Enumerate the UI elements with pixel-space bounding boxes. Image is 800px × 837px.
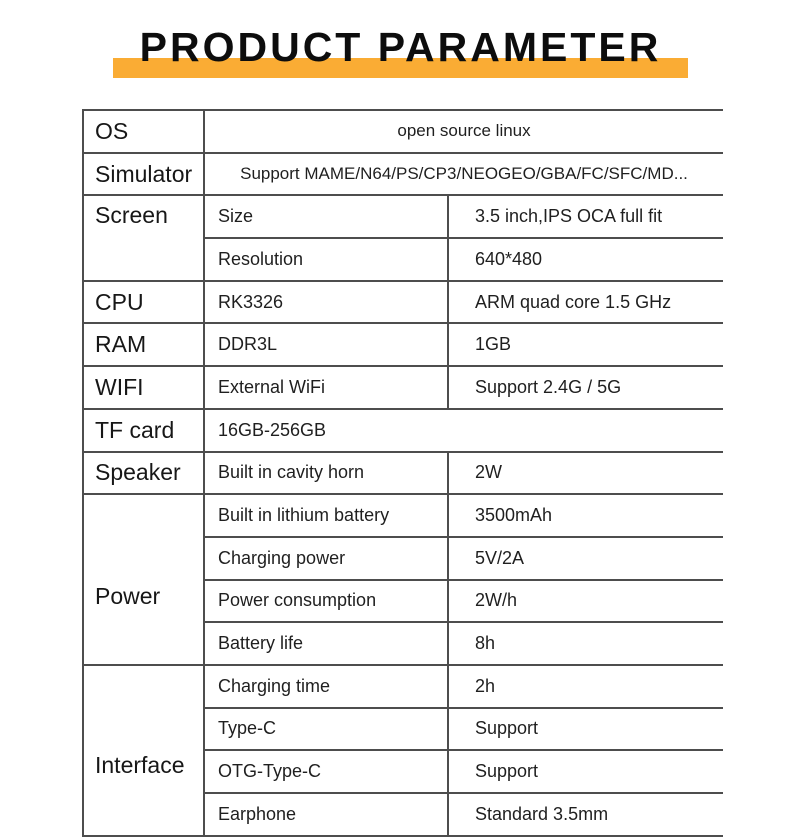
table-row — [83, 494, 723, 537]
spec-value-cell: 1GB — [448, 323, 723, 366]
spec-value-cell: 2h — [448, 665, 723, 708]
spec-key-cell: Battery life — [204, 622, 448, 665]
spec-key-cell: Resolution — [204, 238, 448, 281]
table-row — [83, 366, 723, 409]
spec-key-cell: Earphone — [204, 793, 448, 836]
spec-value-cell: Support — [448, 750, 723, 793]
spec-value-cell: 8h — [448, 622, 723, 665]
spec-group-label-interface: Interface — [83, 665, 204, 836]
table-row — [83, 195, 723, 238]
page-title: PRODUCT PARAMETER — [139, 24, 662, 70]
spec-group-label-wifi: WIFI — [83, 366, 204, 409]
spec-group-label-tfcard: TF card — [83, 409, 204, 452]
spec-merged-value: open source linux — [204, 110, 723, 153]
table-row — [83, 665, 723, 708]
spec-group-label-screen: Screen — [83, 195, 204, 280]
spec-key-cell: OTG-Type-C — [204, 750, 448, 793]
spec-value-cell: 2W — [448, 452, 723, 495]
spec-group-label-power: Power — [83, 494, 204, 665]
table-row — [83, 452, 723, 495]
spec-group-label-simulator: Simulator — [83, 153, 204, 196]
spec-key-cell: Built in cavity horn — [204, 452, 448, 495]
spec-key-cell: Built in lithium battery — [204, 494, 448, 537]
table-row — [83, 153, 723, 196]
spec-key-cell: Power consumption — [204, 580, 448, 623]
spec-group-label-os: OS — [83, 110, 204, 153]
spec-group-label-cpu: CPU — [83, 281, 204, 324]
table-row — [83, 409, 723, 452]
spec-value-cell: Support 2.4G / 5G — [448, 366, 723, 409]
table-row — [83, 281, 723, 324]
spec-group-label-ram: RAM — [83, 323, 204, 366]
spec-merged-value: 16GB-256GB — [204, 409, 723, 452]
spec-value-cell: 3.5 inch,IPS OCA full fit — [448, 195, 723, 238]
spec-key-cell: Size — [204, 195, 448, 238]
spec-merged-value: Support MAME/N64/PS/CP3/NEOGEO/GBA/FC/SFC/MD... — [204, 153, 723, 196]
spec-key-cell: DDR3L — [204, 323, 448, 366]
spec-key-cell: Charging time — [204, 665, 448, 708]
spec-value-cell: Support — [448, 708, 723, 751]
spec-key-cell: Type-C — [204, 708, 448, 751]
spec-value-cell: 2W/h — [448, 580, 723, 623]
spec-key-cell: Charging power — [204, 537, 448, 580]
spec-value-cell: 640*480 — [448, 238, 723, 281]
table-row — [83, 323, 723, 366]
spec-table — [82, 109, 723, 837]
spec-value-cell: ARM quad core 1.5 GHz — [448, 281, 723, 324]
table-row — [83, 110, 723, 153]
spec-value-cell: 5V/2A — [448, 537, 723, 580]
spec-key-cell: External WiFi — [204, 366, 448, 409]
spec-value-cell: Standard 3.5mm — [448, 793, 723, 836]
spec-value-cell: 3500mAh — [448, 494, 723, 537]
spec-key-cell: RK3326 — [204, 281, 448, 324]
spec-group-label-speaker: Speaker — [83, 452, 204, 495]
